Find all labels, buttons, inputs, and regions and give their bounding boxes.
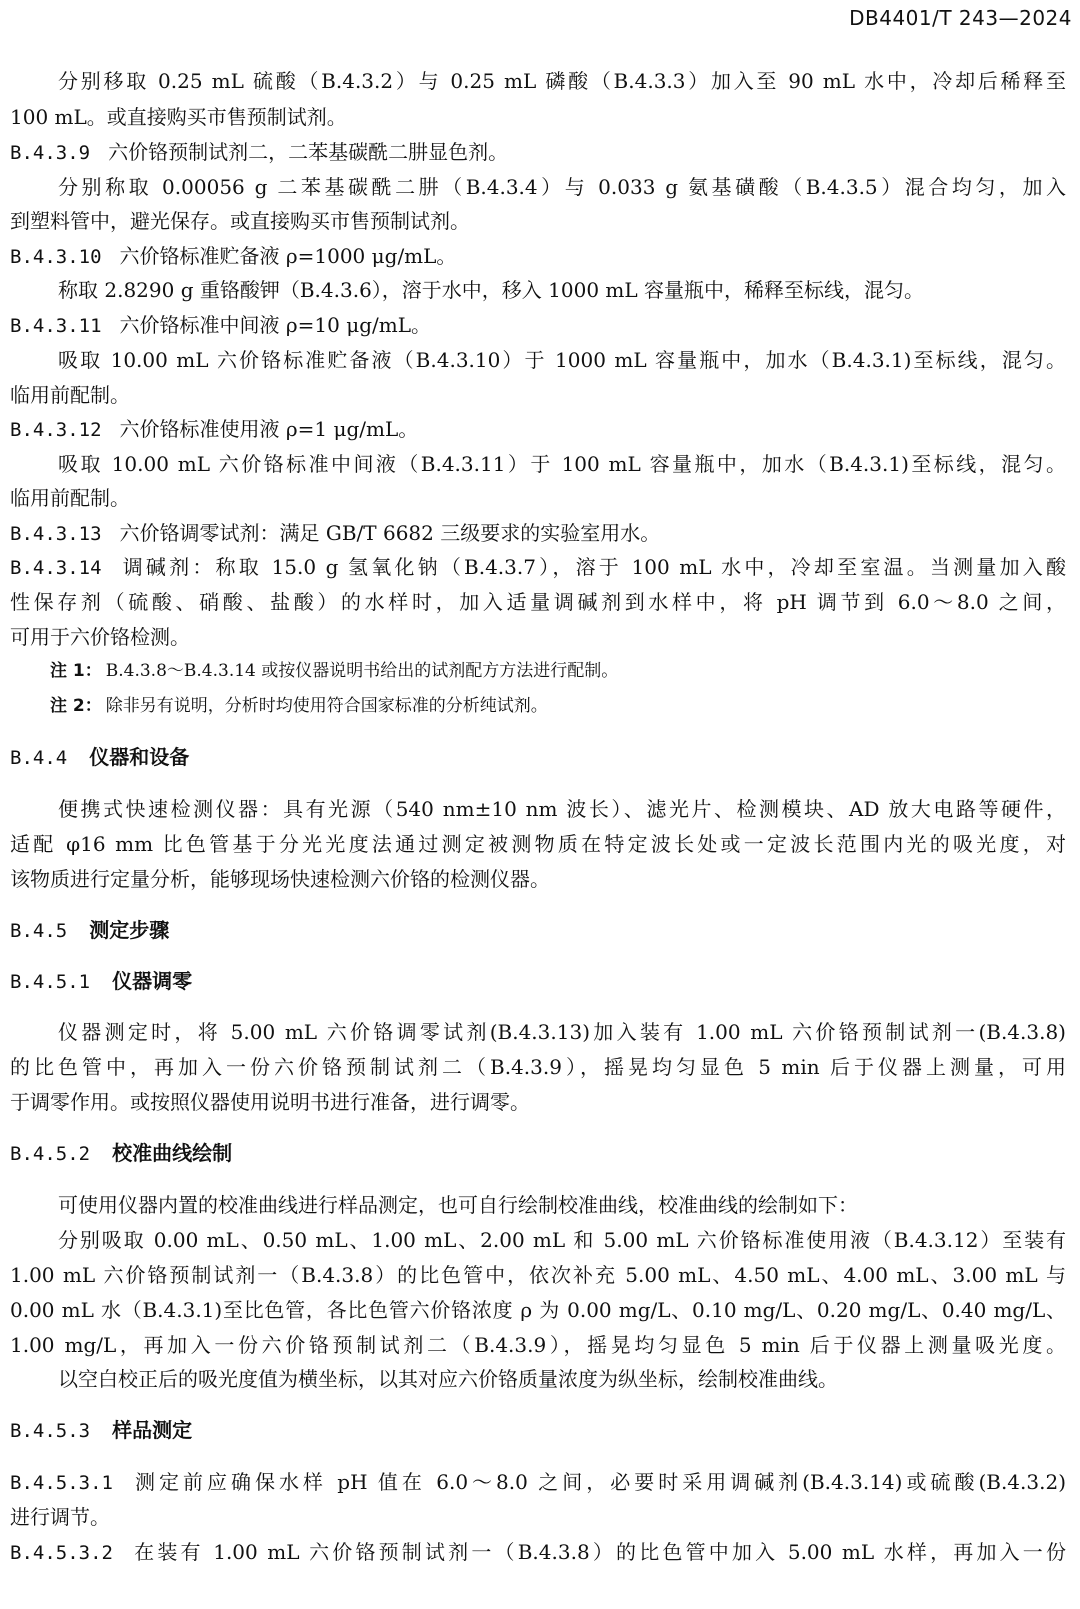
section-number: B.4.5 xyxy=(10,920,68,942)
clause-b-4-3-11 xyxy=(10,308,1066,343)
paragraph-line: 0.00 mL 水（B.4.3.1)至比色管，各比色管六价铬浓度 ρ 为 0.00 mg/L、0.10 mg/L、0.20 mg/L、0.40 mg/L、 xyxy=(10,1298,1066,1322)
clause-b-4-3-13 xyxy=(10,516,1066,551)
paragraph-line: 可使用仪器内置的校准曲线进行样品测定，也可自行绘制校准曲线，校准曲线的绘制如下： xyxy=(58,1193,858,1217)
paragraph-line: 称取 2.8290 g 重铬酸钾（B.4.3.6），溶于水中，移入 1000 mL 容量瓶中，稀释至标线，混匀。 xyxy=(58,278,925,302)
note-1 xyxy=(50,654,1066,688)
clause-text: 调碱剂：称取 15.0 g 氢氧化钠（B.4.3.7），溶于 100 mL 水中，冷却至室温。当测量加入酸 xyxy=(119,555,1066,579)
paragraph-line: 可用于六价铬检测。 xyxy=(10,625,190,649)
clause-text: 六价铬标准中间液 ρ=10 μg/mL。 xyxy=(119,313,431,337)
paragraph-line: 于调零作用。或按照仪器使用说明书进行准备，进行调零。 xyxy=(10,1090,530,1114)
section-heading-b-4-5-2 xyxy=(10,1136,1066,1171)
paragraph-line: 吸取 10.00 mL 六价铬标准中间液（B.4.3.11）于 100 mL 容量瓶中，加水（B.4.3.1)至标线，混匀。 xyxy=(58,452,1066,476)
clause-b-4-3-14 xyxy=(10,550,1066,585)
section-title: 校准曲线绘制 xyxy=(112,1141,233,1165)
section-number: B.4.5.3 xyxy=(10,1420,91,1442)
paragraph-line: 以空白校正后的吸光度值为横坐标，以其对应六价铬质量浓度为纵坐标，绘制校准曲线。 xyxy=(58,1367,838,1391)
clause-text: 六价铬预制试剂二，二苯基碳酰二肼显色剂。 xyxy=(108,140,509,164)
note-text: 除非另有说明，分析时均使用符合国家标准的分析纯试剂。 xyxy=(105,696,548,716)
section-heading-b-4-5-1 xyxy=(10,964,1066,999)
paragraph-line: 临用前配制。 xyxy=(10,486,130,510)
paragraph-line: 该物质进行定量分析，能够现场快速检测六价铬的检测仪器。 xyxy=(10,867,550,891)
clause-number: B.4.5.3.2 xyxy=(10,1542,113,1564)
paragraph-line: 100 mL。或直接购买市售预制试剂。 xyxy=(10,105,347,129)
clause-number: B.4.3.9 xyxy=(10,142,91,164)
clause-b-4-3-12 xyxy=(10,412,1066,447)
document-id: DB4401/T 243—2024 xyxy=(849,6,1072,30)
paragraph-line: 适配 φ16 mm 比色管基于分光光度法通过测定被测物质在特定波长处或一定波长范围内光的吸光度，对 xyxy=(10,832,1066,856)
clause-number: B.4.3.13 xyxy=(10,523,102,545)
paragraph-line: 仪器测定时，将 5.00 mL 六价铬调零试剂(B.4.3.13)加入装有 1.00 mL 六价铬预制试剂一(B.4.3.8) xyxy=(58,1020,1066,1044)
section-title: 仪器和设备 xyxy=(89,745,190,769)
clause-text: 六价铬标准使用液 ρ=1 μg/mL。 xyxy=(119,417,419,441)
section-title: 测定步骤 xyxy=(89,918,170,942)
paragraph-line: 临用前配制。 xyxy=(10,383,130,407)
paragraph-line: 分别吸取 0.00 mL、0.50 mL、1.00 mL、2.00 mL 和 5.00 mL 六价铬标准使用液（B.4.3.12）至装有 xyxy=(58,1228,1066,1252)
paragraph-line: 分别移取 0.25 mL 硫酸（B.4.3.2）与 0.25 mL 磷酸（B.4.3.3）加入至 90 mL 水中，冷却后稀释至 xyxy=(58,69,1066,93)
note-label: 注 2： xyxy=(50,696,102,716)
section-heading-b-4-5-3 xyxy=(10,1413,1066,1448)
clause-number: B.4.3.12 xyxy=(10,419,102,441)
note-label: 注 1： xyxy=(50,661,102,681)
section-heading-b-4-4 xyxy=(10,740,1066,775)
paragraph-line: 1.00 mL 六价铬预制试剂一（B.4.3.8）的比色管中，依次补充 5.00 mL、4.50 mL、4.00 mL、3.00 mL 与 xyxy=(10,1263,1066,1287)
clause-text: 六价铬调零试剂：满足 GB/T 6682 三级要求的实验室用水。 xyxy=(119,521,661,545)
paragraph-line: 进行调节。 xyxy=(10,1505,110,1529)
section-number: B.4.5.1 xyxy=(10,971,91,993)
clause-b-4-5-3-2 xyxy=(10,1535,1066,1570)
clause-number: B.4.3.10 xyxy=(10,246,102,268)
paragraph-line: 1.00 mg/L，再加入一份六价铬预制试剂二（B.4.3.9），摇晃均匀显色 5 min 后于仪器上测量吸光度。 xyxy=(10,1333,1066,1357)
section-number: B.4.4 xyxy=(10,747,68,769)
paragraph-line: 吸取 10.00 mL 六价铬标准贮备液（B.4.3.10）于 1000 mL 容量瓶中，加水（B.4.3.1)至标线，混匀。 xyxy=(58,348,1066,372)
section-number: B.4.5.2 xyxy=(10,1143,91,1165)
clause-b-4-5-3-1 xyxy=(10,1465,1066,1500)
paragraph-line: 便携式快速检测仪器：具有光源（540 nm±10 nm 波长）、滤光片、检测模块、AD 放大电路等硬件， xyxy=(58,797,1066,821)
note-text: B.4.3.8～B.4.3.14 或按仪器说明书给出的试剂配方方法进行配制。 xyxy=(105,661,619,681)
clause-text: 在装有 1.00 mL 六价铬预制试剂一（B.4.3.8）的比色管中加入 5.00 mL 水样，再加入一份 xyxy=(130,1540,1066,1564)
clause-b-4-3-9 xyxy=(10,135,1066,170)
paragraph-line: 分别称取 0.00056 g 二苯基碳酰二肼（B.4.3.4）与 0.033 g 氨基磺酸（B.4.3.5）混合均匀，加入 xyxy=(58,175,1066,199)
clause-number: B.4.3.14 xyxy=(10,557,102,579)
paragraph-line: 到塑料管中，避光保存。或直接购买市售预制试剂。 xyxy=(10,209,470,233)
section-title: 仪器调零 xyxy=(112,969,193,993)
paragraph-line: 的比色管中，再加入一份六价铬预制试剂二（B.4.3.9），摇晃均匀显色 5 min 后于仪器上测量，可用 xyxy=(10,1055,1066,1079)
clause-number: B.4.5.3.1 xyxy=(10,1472,113,1494)
clause-number: B.4.3.11 xyxy=(10,315,102,337)
note-2 xyxy=(50,689,1066,723)
section-title: 样品测定 xyxy=(112,1418,193,1442)
clause-text: 测定前应确保水样 pH 值在 6.0～8.0 之间，必要时采用调碱剂(B.4.3.14)或硫酸(B.4.3.2) xyxy=(130,1470,1066,1494)
clause-b-4-3-10 xyxy=(10,239,1066,274)
clause-text: 六价铬标准贮备液 ρ=1000 μg/mL。 xyxy=(119,244,457,268)
paragraph-line: 性保存剂（硫酸、硝酸、盐酸）的水样时，加入适量调碱剂到水样中，将 pH 调节到 6.0～8.0 之间， xyxy=(10,590,1066,614)
section-heading-b-4-5 xyxy=(10,913,1066,948)
